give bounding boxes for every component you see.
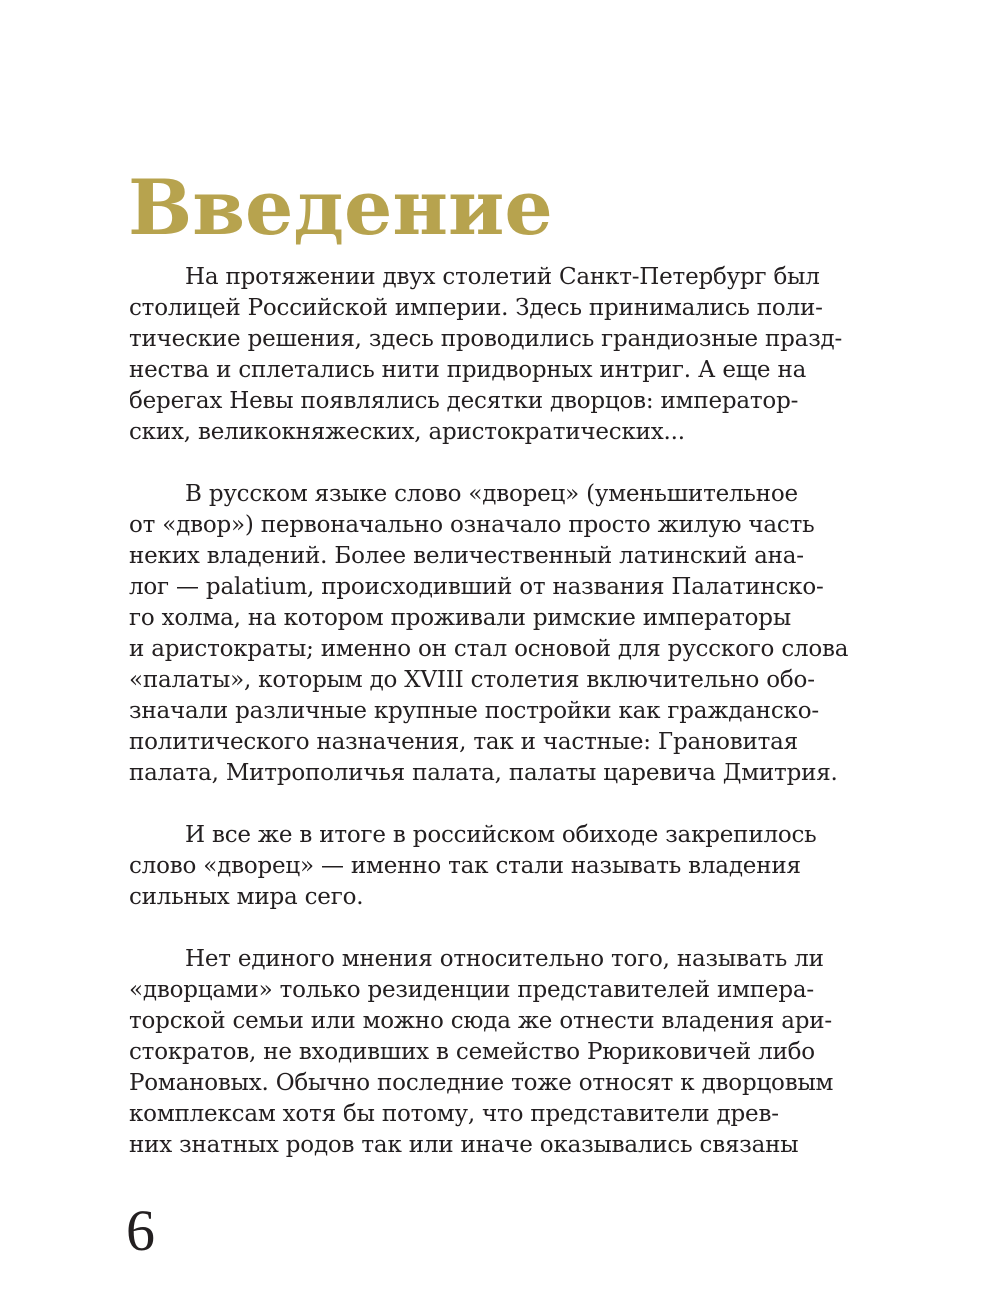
text-line: слово «дворец» — именно так стали называть владения [129,853,801,879]
text-line: На протяжении двух столетий Санкт-Петербург был [185,264,820,290]
text-line: палата, Митрополичья палата, палаты царевича Дмитрия. [129,760,838,786]
page-number: 6 [126,1198,155,1263]
paragraph-4 [129,944,889,1161]
text-line: и аристократы; именно он стал основой для русского слова [129,636,849,662]
text-line: И все же в итоге в российском обиходе закрепилось [185,822,817,848]
text-line: стократов, не входивших в семейство Рюриковичей либо [129,1039,815,1065]
text-line: от «двор») первоначально означало просто жилую часть [129,512,815,538]
chapter-title: Введение [128,163,553,252]
text-line: В русском языке слово «дворец» (уменьшительное [185,481,798,507]
text-line: них знатных родов так или иначе оказывались связаны [129,1132,799,1158]
text-line: нества и сплетались нити придворных интриг. А еще на [129,357,807,383]
text-line: ских, великокняжеских, аристократических... [129,419,685,445]
text-line: «палаты», которым до XVIII столетия включительно обо- [129,667,815,693]
text-line: сильных мира сего. [129,884,364,910]
text-line: берегах Невы появлялись десятки дворцов: император- [129,388,799,414]
text-line: комплексам хотя бы потому, что представители древ- [129,1101,779,1127]
text-line: «дворцами» только резиденции представителей импера- [129,977,814,1003]
body-text [129,262,889,1192]
text-line: Нет единого мнения относительно того, называть ли [185,946,824,972]
text-line: Романовых. Обычно последние тоже относят к дворцовым [129,1070,834,1096]
paragraph-1 [129,262,889,448]
text-line: политического назначения, так и частные: Грановитая [129,729,798,755]
paragraph-2 [129,479,889,789]
text-line: торской семьи или можно сюда же отнести владения ари- [129,1008,832,1034]
paragraph-3 [129,820,889,913]
text-line: столицей Российской империи. Здесь принимались поли- [129,295,823,321]
text-line: неких владений. Более величественный латинский ана- [129,543,804,569]
text-line: значали различные крупные постройки как гражданско- [129,698,819,724]
text-line: го холма, на котором проживали римские императоры [129,605,791,631]
text-line: лог — palatium, происходивший от названия Палатинско- [129,574,824,600]
text-line: тические решения, здесь проводились грандиозные празд- [129,326,843,352]
